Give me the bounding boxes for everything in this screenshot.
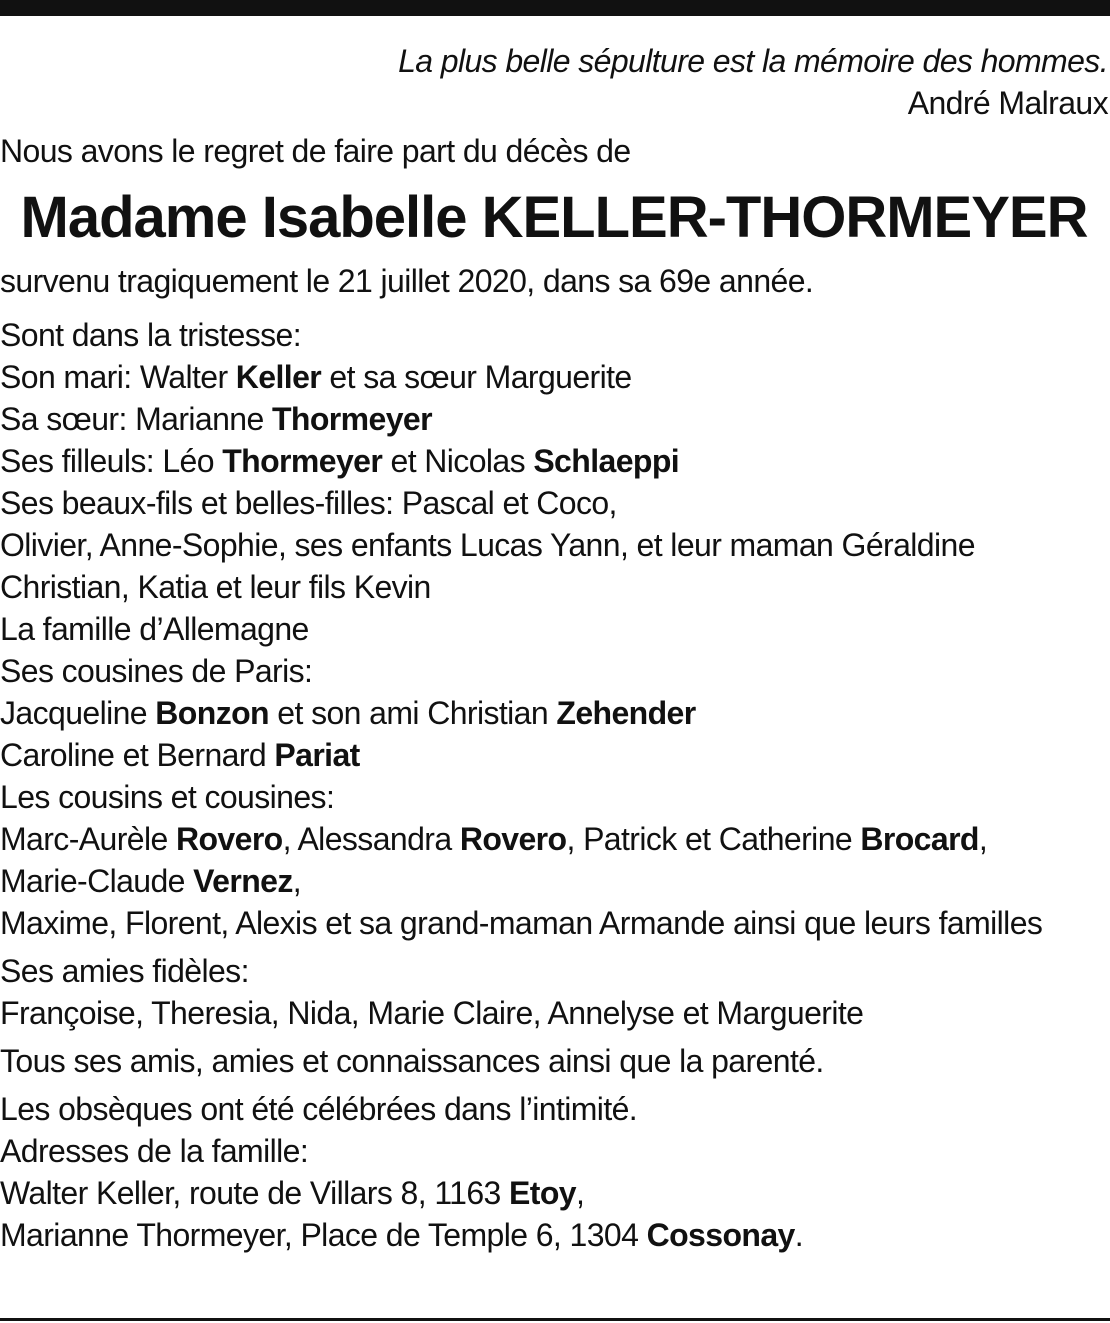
cousins-line-2: Marie-Claude Vernez, — [0, 863, 302, 899]
obituary-notice — [0, 40, 1108, 1256]
mourner-line-stepchildren-3: Christian, Katia et leur fils Kevin — [0, 569, 431, 605]
mourner-line-stepchildren-2: Olivier, Anne-Sophie, ses enfants Lucas Yann, et leur maman Géraldine — [0, 527, 975, 563]
intro-line: Nous avons le regret de faire part du décès de — [0, 133, 631, 169]
address-line-2: Marianne Thormeyer, Place de Temple 6, 1304 Cossonay. — [0, 1217, 804, 1253]
epigraph-author: André Malraux — [907, 85, 1108, 121]
death-notice: survenu tragiquement le 21 juillet 2020, dans sa 69e année. — [0, 263, 814, 299]
epigraph-quote: La plus belle sépulture est la mémoire des hommes. — [398, 43, 1108, 79]
mourner-line-sister: Sa sœur: Marianne Thormeyer — [0, 401, 432, 437]
cousins-heading: Les cousins et cousines: — [0, 779, 335, 815]
paris-cousins-line-2: Caroline et Bernard Pariat — [0, 737, 360, 773]
paris-cousins-line-1: Jacqueline Bonzon et son ami Christian Zehender — [0, 695, 696, 731]
cousins-line-3: Maxime, Florent, Alexis et sa grand-maman Armande ainsi que leurs familles — [0, 905, 1043, 941]
address-line-1: Walter Keller, route de Villars 8, 1163 Etoy, — [0, 1175, 585, 1211]
deceased-name: Madame Isabelle KELLER-THORMEYER — [20, 185, 1088, 250]
others-line: Tous ses amis, amies et connaissances ainsi que la parenté. — [0, 1043, 824, 1079]
mourner-line-german-family: La famille d’Allemagne — [0, 611, 309, 647]
mourner-line-godchildren: Ses filleuls: Léo Thormeyer et Nicolas Schlaeppi — [0, 443, 680, 479]
top-border-rule — [0, 0, 1110, 16]
paris-cousins-heading: Ses cousines de Paris: — [0, 653, 313, 689]
funeral-line: Les obsèques ont été célébrées dans l’intimité. — [0, 1091, 638, 1127]
friends-names: Françoise, Theresia, Nida, Marie Claire, Annelyse et Marguerite — [0, 995, 864, 1031]
mourners-heading: Sont dans la tristesse: — [0, 317, 302, 353]
friends-heading: Ses amies fidèles: — [0, 953, 249, 989]
addresses-heading: Adresses de la famille: — [0, 1133, 309, 1169]
mourner-line-stepchildren-1: Ses beaux-fils et belles-filles: Pascal et Coco, — [0, 485, 617, 521]
bottom-border-rule — [0, 1318, 1110, 1321]
cousins-line-1: Marc-Aurèle Rovero, Alessandra Rovero, Patrick et Catherine Brocard, — [0, 821, 988, 857]
mourner-line-husband: Son mari: Walter Keller et sa sœur Marguerite — [0, 359, 632, 395]
